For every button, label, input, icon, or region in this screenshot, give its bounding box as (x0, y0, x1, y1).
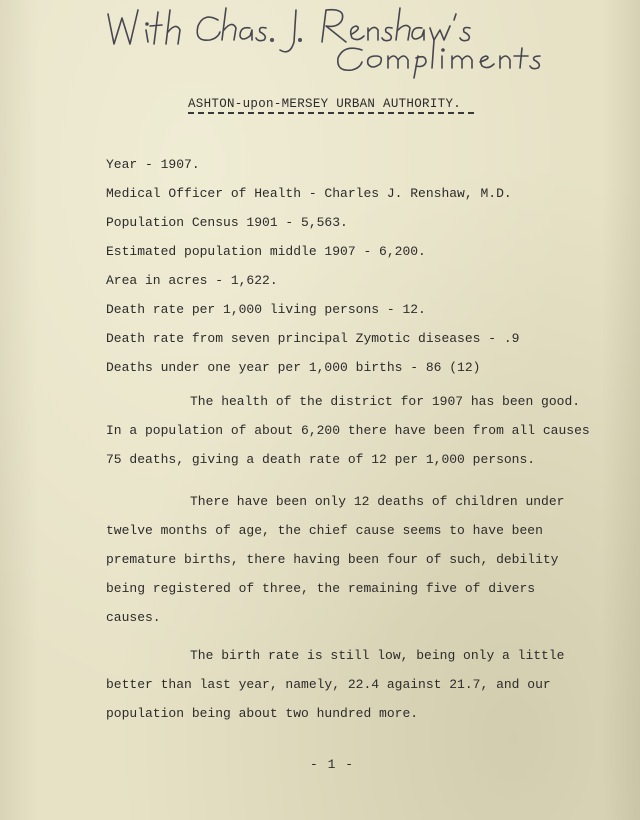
paragraph-health (106, 387, 590, 474)
paragraph-infant-deaths (106, 487, 564, 632)
paragraph-line: causes. (106, 610, 161, 625)
fact-population-census: Population Census 1901 - 5,563. (106, 215, 348, 230)
heading-underline (188, 112, 474, 114)
paragraph-line: better than last year, namely, 22.4 against 21.7, and our (106, 677, 551, 692)
paragraph-line: In a population of about 6,200 there have been from all causes (106, 423, 590, 438)
fact-year: Year - 1907. (106, 157, 200, 172)
page-number: - 1 - (310, 757, 355, 772)
fact-estimated-population: Estimated population middle 1907 - 6,200. (106, 244, 426, 259)
paragraph-line: population being about two hundred more. (106, 706, 419, 721)
fact-infant-deaths: Deaths under one year per 1,000 births - 86 (12) (106, 360, 481, 375)
paragraph-line: twelve months of age, the chief cause seems to have been (106, 523, 543, 538)
paragraph-birth-rate (106, 641, 564, 728)
report-heading: ASHTON-upon-MERSEY URBAN AUTHORITY. (188, 97, 462, 111)
fact-zymotic-death-rate: Death rate from seven principal Zymotic diseases - .9 (106, 331, 520, 346)
handwritten-signature (100, 0, 600, 80)
fact-area: Area in acres - 1,622. (106, 273, 278, 288)
paragraph-line: The birth rate is still low, being only a little (190, 648, 565, 663)
summary-facts-list (106, 150, 519, 382)
paragraph-line: premature births, there having been four of such, debility (106, 552, 559, 567)
paragraph-line: being registered of three, the remaining five of divers (106, 581, 536, 596)
paragraph-line: 75 deaths, giving a death rate of 12 per 1,000 persons. (106, 452, 536, 467)
fact-death-rate: Death rate per 1,000 living persons - 12. (106, 302, 426, 317)
paragraph-line: There have been only 12 deaths of children under (190, 494, 565, 509)
paragraph-line: The health of the district for 1907 has been good. (190, 394, 581, 409)
fact-medical-officer: Medical Officer of Health - Charles J. Renshaw, M.D. (106, 186, 512, 201)
